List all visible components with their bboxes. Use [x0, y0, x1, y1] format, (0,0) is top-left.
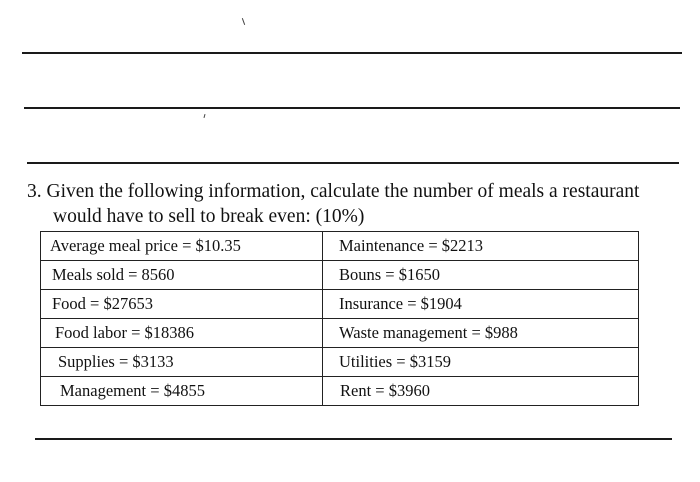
stray-pen-mark: [242, 18, 245, 25]
question-text: [27, 179, 639, 229]
table-row: [41, 290, 639, 319]
table-row: [41, 232, 639, 261]
table-cell: [41, 232, 323, 261]
question-line: would have to sell to break even: (10%): [53, 206, 365, 227]
table-cell: [41, 319, 323, 348]
table-cell: [323, 348, 639, 377]
table-cell: [41, 377, 323, 406]
cell-label: Bouns = $1650: [339, 265, 440, 284]
answer-line: [24, 107, 680, 109]
cell-label: Insurance = $1904: [339, 294, 462, 313]
table-cell: [41, 261, 323, 290]
answer-line: [22, 52, 682, 54]
table-cell: [323, 290, 639, 319]
cell-label: Management = $4855: [60, 381, 205, 400]
cell-label: Meals sold = 8560: [52, 265, 175, 284]
table-cell: [323, 261, 639, 290]
cell-label: Food labor = $18386: [55, 323, 195, 342]
cell-label: Waste management = $988: [339, 323, 518, 342]
cell-label: Maintenance = $2213: [339, 236, 484, 255]
cost-info-table: [40, 231, 639, 406]
answer-line: [35, 438, 672, 440]
cell-label: Utilities = $3159: [339, 352, 451, 371]
answer-line: [27, 162, 679, 164]
table-cell: [323, 319, 639, 348]
cell-label: Food = $27653: [52, 294, 153, 313]
table-row: [41, 348, 639, 377]
table-row: [41, 377, 639, 406]
table-cell: [41, 290, 323, 319]
table-cell: [323, 232, 639, 261]
question-line: 3. Given the following information, calculate the number of meals a restaurant: [27, 181, 640, 202]
cell-label: Rent = $3960: [340, 381, 430, 400]
stray-pen-mark: [203, 114, 205, 118]
cell-label: Supplies = $3133: [58, 352, 174, 371]
table-cell: [323, 377, 639, 406]
table-row: [41, 319, 639, 348]
table-row: [41, 261, 639, 290]
table-cell: [41, 348, 323, 377]
cell-label: Average meal price = $10.35: [50, 236, 241, 255]
